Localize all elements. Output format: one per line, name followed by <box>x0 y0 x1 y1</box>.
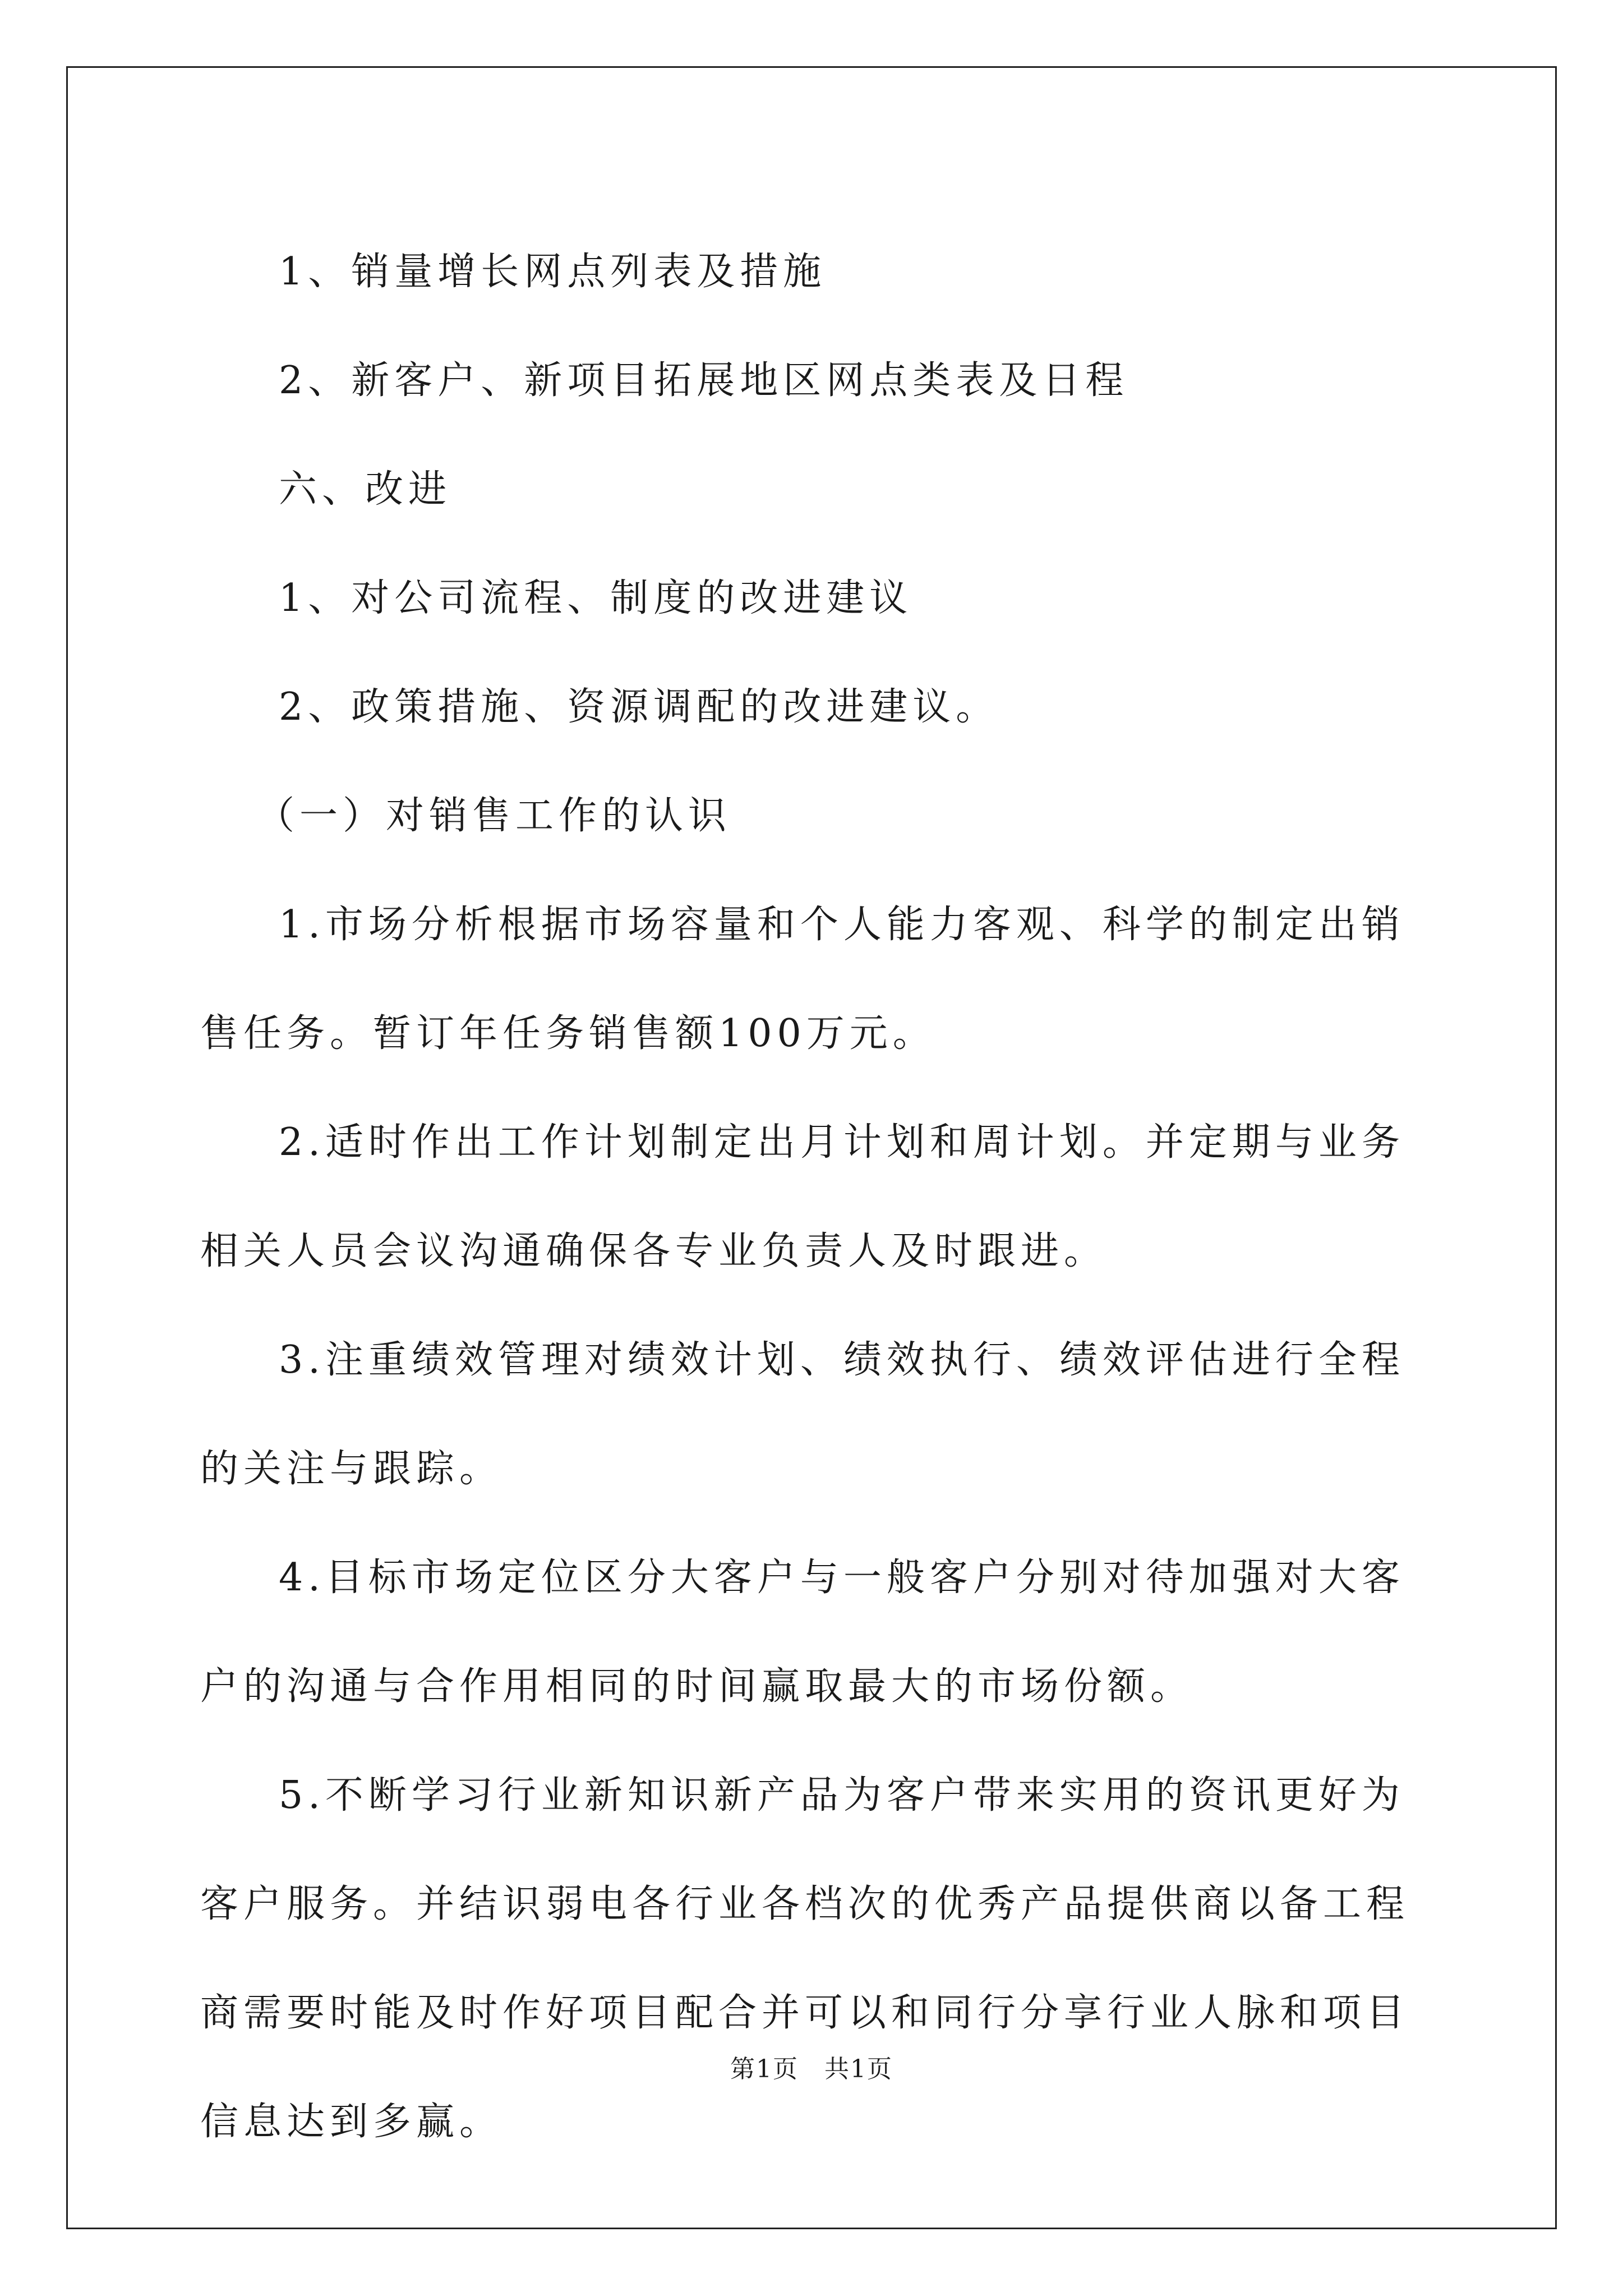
paragraph-process-suggestions: 1、对公司流程、制度的改进建议 <box>279 576 913 620</box>
paragraph-sales-growth: 1、销量增长网点列表及措施 <box>279 250 827 294</box>
paragraph-performance-management: 3.注重绩效管理对绩效计划、绩效执行、绩效评估进行全程的关注与跟踪。 <box>200 1338 1405 1491</box>
paragraph-new-customers: 2、新客户、新项目拓展地区网点类表及日程 <box>279 358 1129 403</box>
subsection-heading-sales-understanding: （一）对销售工作的认识 <box>256 794 732 838</box>
section-heading-improvement: 六、改进 <box>279 467 452 512</box>
paragraph-market-analysis: 1.市场分析根据市场容量和个人能力客观、科学的制定出销售任务。暂订年任务销售额100万元。 <box>200 903 1405 1056</box>
paragraph-work-plan: 2.适时作出工作计划制定出月计划和周计划。并定期与业务相关人员会议沟通确保各专业负责人及时跟进。 <box>200 1120 1405 1273</box>
page-footer: 第1页 共1页 <box>730 2055 893 2083</box>
paragraph-continuous-learning: 5.不断学习行业新知识新产品为客户带来实用的资讯更好为客户服务。并结识弱电各行业各档次的优秀产品提供商以备工程商需要时能及时作好项目配合并可以和同行分享行业人脉和项目信息达到多赢。 <box>200 1773 1410 2144</box>
paragraph-target-market: 4.目标市场定位区分大客户与一般客户分别对待加强对大客户的沟通与合作用相同的时间赢取最大的市场份额。 <box>200 1556 1405 1709</box>
paragraph-policy-suggestions: 2、政策措施、资源调配的改进建议。 <box>279 685 999 729</box>
document-body <box>200 218 1434 2177</box>
